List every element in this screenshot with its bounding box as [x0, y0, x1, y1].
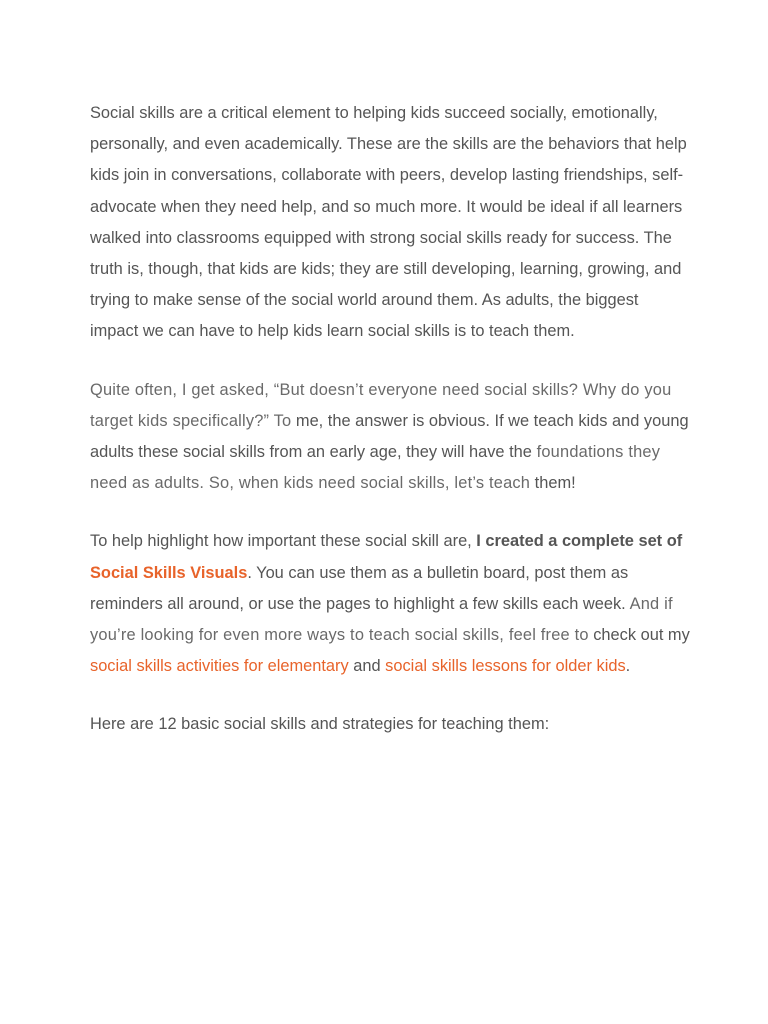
social-skills-visuals-link[interactable]: Social Skills Visuals — [90, 563, 248, 582]
period-text: . — [625, 657, 631, 676]
question-text: Quite often, I get asked, “But doesn’t everyone need social skills? Why do you target kids specifically?” To — [90, 380, 672, 430]
visuals-usage-text: . You can use them as a bulletin board, post them as reminders all around, or use the pages to highlight a few skills each week. — [90, 563, 629, 613]
question-paragraph — [90, 375, 690, 500]
resources-paragraph — [90, 526, 690, 682]
foundations-text: foundations they need as adults. So, when kids need social skills, let’s teach — [90, 443, 661, 493]
check-out-text: check out my — [588, 626, 690, 645]
answer-text: me, the answer is obvious. If we teach kids and young adults these social skills from an early age, they will have the — [90, 411, 689, 462]
list-intro-paragraph: Here are 12 basic social skills and strategies for teaching them: — [90, 715, 550, 734]
elementary-activities-link[interactable]: social skills activities for elementary — [90, 657, 349, 676]
more-ways-text: And if you’re looking for even more ways to teach social skills, feel free to — [90, 594, 673, 645]
teach-them-text: them! — [530, 474, 576, 493]
and-text: and — [348, 657, 386, 676]
intro-paragraph: Social skills are a critical element to helping kids succeed socially, emotionally, personally, and even academically. These are the skills are the behaviors that help kids join in conversations, collaborate with peers, develop lasting friendships, self-advocate when they need help, and so much more. It would be ideal if all learners walked into classrooms equipped with strong social skills ready for success. The truth is, though, that kids are kids; they are still developing, learning, growing, and trying to make sense of the social world around them. As adults, the biggest impact we can have to help kids learn social skills is to teach them. — [90, 104, 687, 341]
older-kids-lessons-link[interactable]: social skills lessons for older kids — [385, 657, 626, 676]
article-body — [90, 98, 690, 768]
created-set-text: I created a complete set of — [476, 532, 683, 551]
resources-intro-text: To help highlight how important these social skill are, — [90, 532, 477, 551]
